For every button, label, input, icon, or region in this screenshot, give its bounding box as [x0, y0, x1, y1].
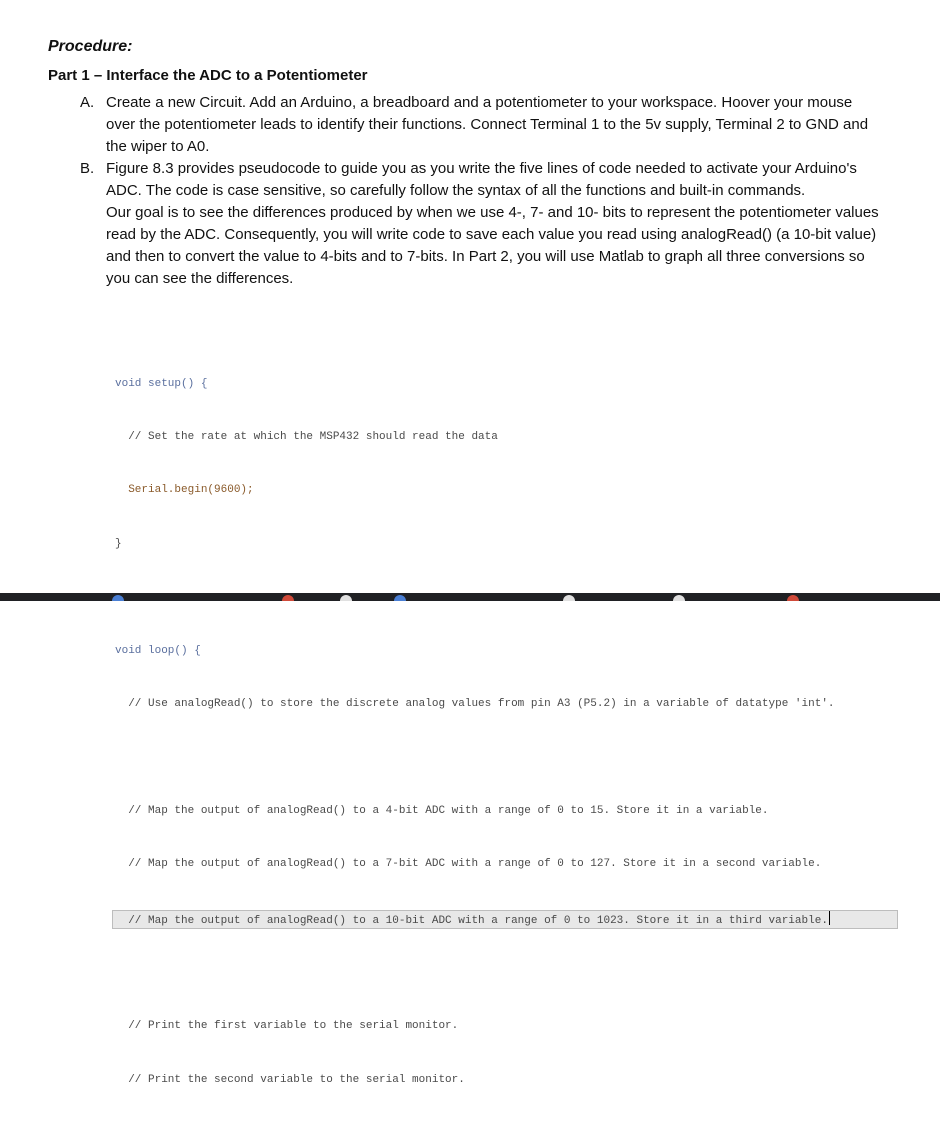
step-body — [106, 158, 880, 290]
taskbar-app-icon[interactable] — [282, 595, 294, 601]
code-line-blank — [115, 749, 905, 767]
code-line-setup-comment: // Set the rate at which the MSP432 should read the data — [115, 430, 498, 443]
taskbar-app-icon[interactable] — [394, 595, 406, 601]
taskbar-app-icon[interactable] — [563, 595, 575, 601]
code-line-analogread-comment: // Use analogRead() to store the discrete analog values from pin A3 (P5.2) in a variable of datatype 'int'. — [115, 697, 835, 710]
step-a — [80, 92, 880, 158]
step-body — [106, 92, 880, 158]
code-line-map-10bit-text: // Map the output of analogRead() to a 10-bit ADC with a range of 0 to 1023. Store it in a third variable. — [115, 914, 828, 927]
step-paragraph: Our goal is to see the differences produced by when we use 4-, 7- and 10- bits to represent the potentiometer values read by the ADC. Consequently, you will write code to save each value you read using analogRead() (a 10-bit value) and then to convert the value to 4-bits and to 7-bits. In Part 2, you will use Matlab to graph all three conversions so you can see the differences. — [106, 204, 879, 287]
taskbar-app-icon[interactable] — [340, 595, 352, 601]
taskbar-app-icon[interactable] — [112, 595, 124, 601]
code-line-print-second: // Print the second variable to the serial monitor. — [115, 1073, 465, 1086]
step-paragraph: Figure 8.3 provides pseudocode to guide you as you write the five lines of code needed to activate your Arduino's ADC. The code is case sensitive, so carefully follow the syntax of all the functions and built-in commands. — [106, 160, 857, 199]
step-paragraph: Create a new Circuit. Add an Arduino, a breadboard and a potentiometer to your workspace. Hoover your mouse over the potentiometer leads to identify their functions. Connect Terminal 1 to the 5v supply, Terminal 2 to GND and the wiper to A0. — [106, 94, 869, 155]
code-figure[interactable] — [115, 340, 905, 1125]
code-line-serial-begin: Serial.begin(9600); — [115, 484, 254, 497]
taskbar-app-icon[interactable] — [787, 595, 799, 601]
code-line-setup-declaration: void setup() { — [115, 377, 208, 390]
procedure-heading: Procedure: — [48, 38, 133, 55]
code-line-map-10bit-selected[interactable] — [112, 910, 898, 930]
step-marker: A. — [80, 94, 95, 111]
code-line-map-4bit: // Map the output of analogRead() to a 4-bit ADC with a range of 0 to 15. Store it in a variable. — [115, 804, 769, 817]
code-line-setup-close: } — [115, 537, 122, 550]
code-line-loop-declaration: void loop() { — [115, 644, 201, 657]
code-line-blank — [115, 965, 905, 983]
code-line-map-7bit: // Map the output of analogRead() to a 7-bit ADC with a range of 0 to 127. Store it in a second variable. — [115, 858, 822, 871]
step-marker: B. — [80, 160, 95, 177]
taskbar-app-icon[interactable] — [673, 595, 685, 601]
code-line-print-first: // Print the first variable to the serial monitor. — [115, 1020, 459, 1033]
taskbar — [0, 593, 940, 601]
part-heading: Part 1 – Interface the ADC to a Potentiometer — [48, 67, 368, 84]
step-b — [80, 158, 880, 290]
text-cursor — [829, 911, 830, 925]
